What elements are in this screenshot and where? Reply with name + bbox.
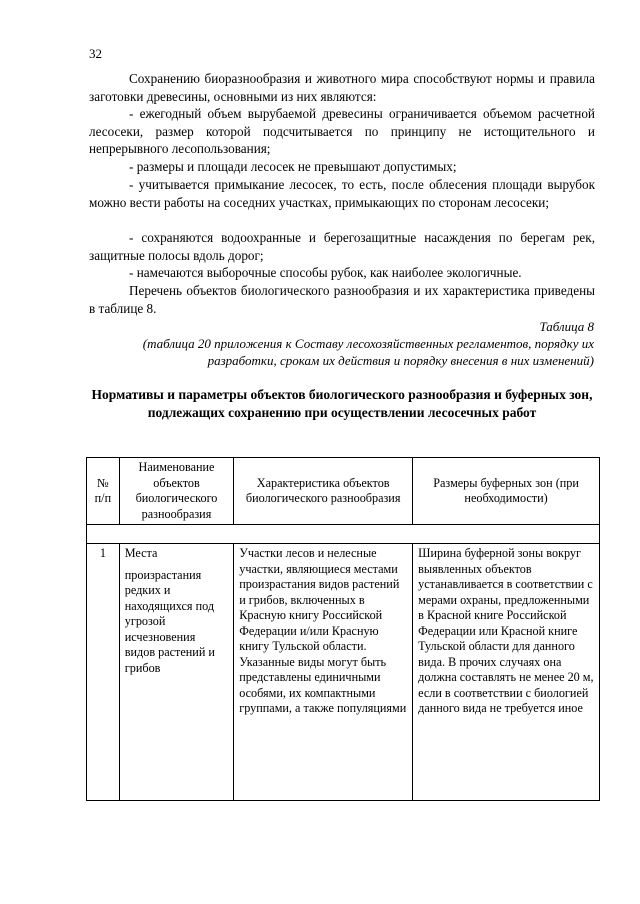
table-spacer-row <box>87 525 600 544</box>
table-label: Таблица 8 <box>539 319 594 334</box>
header-number: № п/п <box>87 458 120 525</box>
cell-number: 1 <box>87 544 120 801</box>
table-spacer-cell <box>87 525 600 544</box>
table-title: Нормативы и параметры объектов биологического разнообразия и буферных зон, подлежащих сохранению при осуществлении лесосечных работ <box>91 387 593 420</box>
header-object-name: Наименование объектов биологического разнообразия <box>119 458 233 525</box>
paragraph-item-adjacency: - учитывается примыкание лесосек, то есть, после облесения площади вырубок можно вести работы на соседних участках, примыкающих по сторонам лесосеки; <box>89 177 595 210</box>
paragraph-item-protection: - сохраняются водоохранные и берегозащитные насаждения по берегам рек, защитные полосы вдоль дорог; <box>89 230 595 263</box>
paragraph-item-sizes: - размеры и площади лесосек не превышают допустимых; <box>129 159 457 174</box>
paragraph-item-volume: - ежегодный объем вырубаемой древесины ограничивается объемом расчетной лесосеки, размер которой подсчитывается по принципу не истощительного и непрерывного лесопользования; <box>89 106 595 157</box>
cell-object-name-title: Места <box>124 546 158 560</box>
header-buffer-size: Размеры буферных зон (при необходимости) <box>413 458 600 525</box>
cell-object-name <box>119 544 233 801</box>
norms-table <box>86 457 600 801</box>
table-row <box>87 544 600 801</box>
cell-object-name-rest: произрастания редких и находящихся под угрозой исчезновения видов растений и грибов <box>124 567 215 675</box>
header-characteristic: Характеристика объектов биологического разнообразия <box>234 458 413 525</box>
cell-characteristic: Участки лесов и нелесные участки, являющиеся местами произрастания видов растений и грибов, включенных в Красную книгу Российской Федерации и/или Красную книгу Тульской области. Указанные виды могут быть представлены единичными особями, их компактными группами, а также популяциями <box>234 544 413 801</box>
paragraph-intro: Сохранению биоразнообразия и животного мира способствуют нормы и правила заготовки древесины, основными из них являются: <box>89 71 595 104</box>
paragraph-table-reference: Перечень объектов биологического разнообразия и их характеристика приведены в таблице 8. <box>89 283 595 316</box>
table-source-note: (таблица 20 приложения к Составу лесохозяйственных регламентов, порядку их разработки, срокам их действия и порядку внесения в них изменений) <box>142 336 594 368</box>
table-header-row <box>87 458 600 525</box>
page-number: 32 <box>89 46 102 61</box>
paragraph-item-selective: - намечаются выборочные способы рубок, как наиболее экологичные. <box>129 265 522 280</box>
cell-buffer-size: Ширина буферной зоны вокруг выявленных объектов устанавливается в соответствии с мерами охраны, предложенными в Красной книге Российской Федерации или Красной книге Тульской области для данного вида. В прочих случаях она должна составлять не менее 20 м, если в соответствии с биологией данного вида не требуется иное <box>413 544 600 801</box>
